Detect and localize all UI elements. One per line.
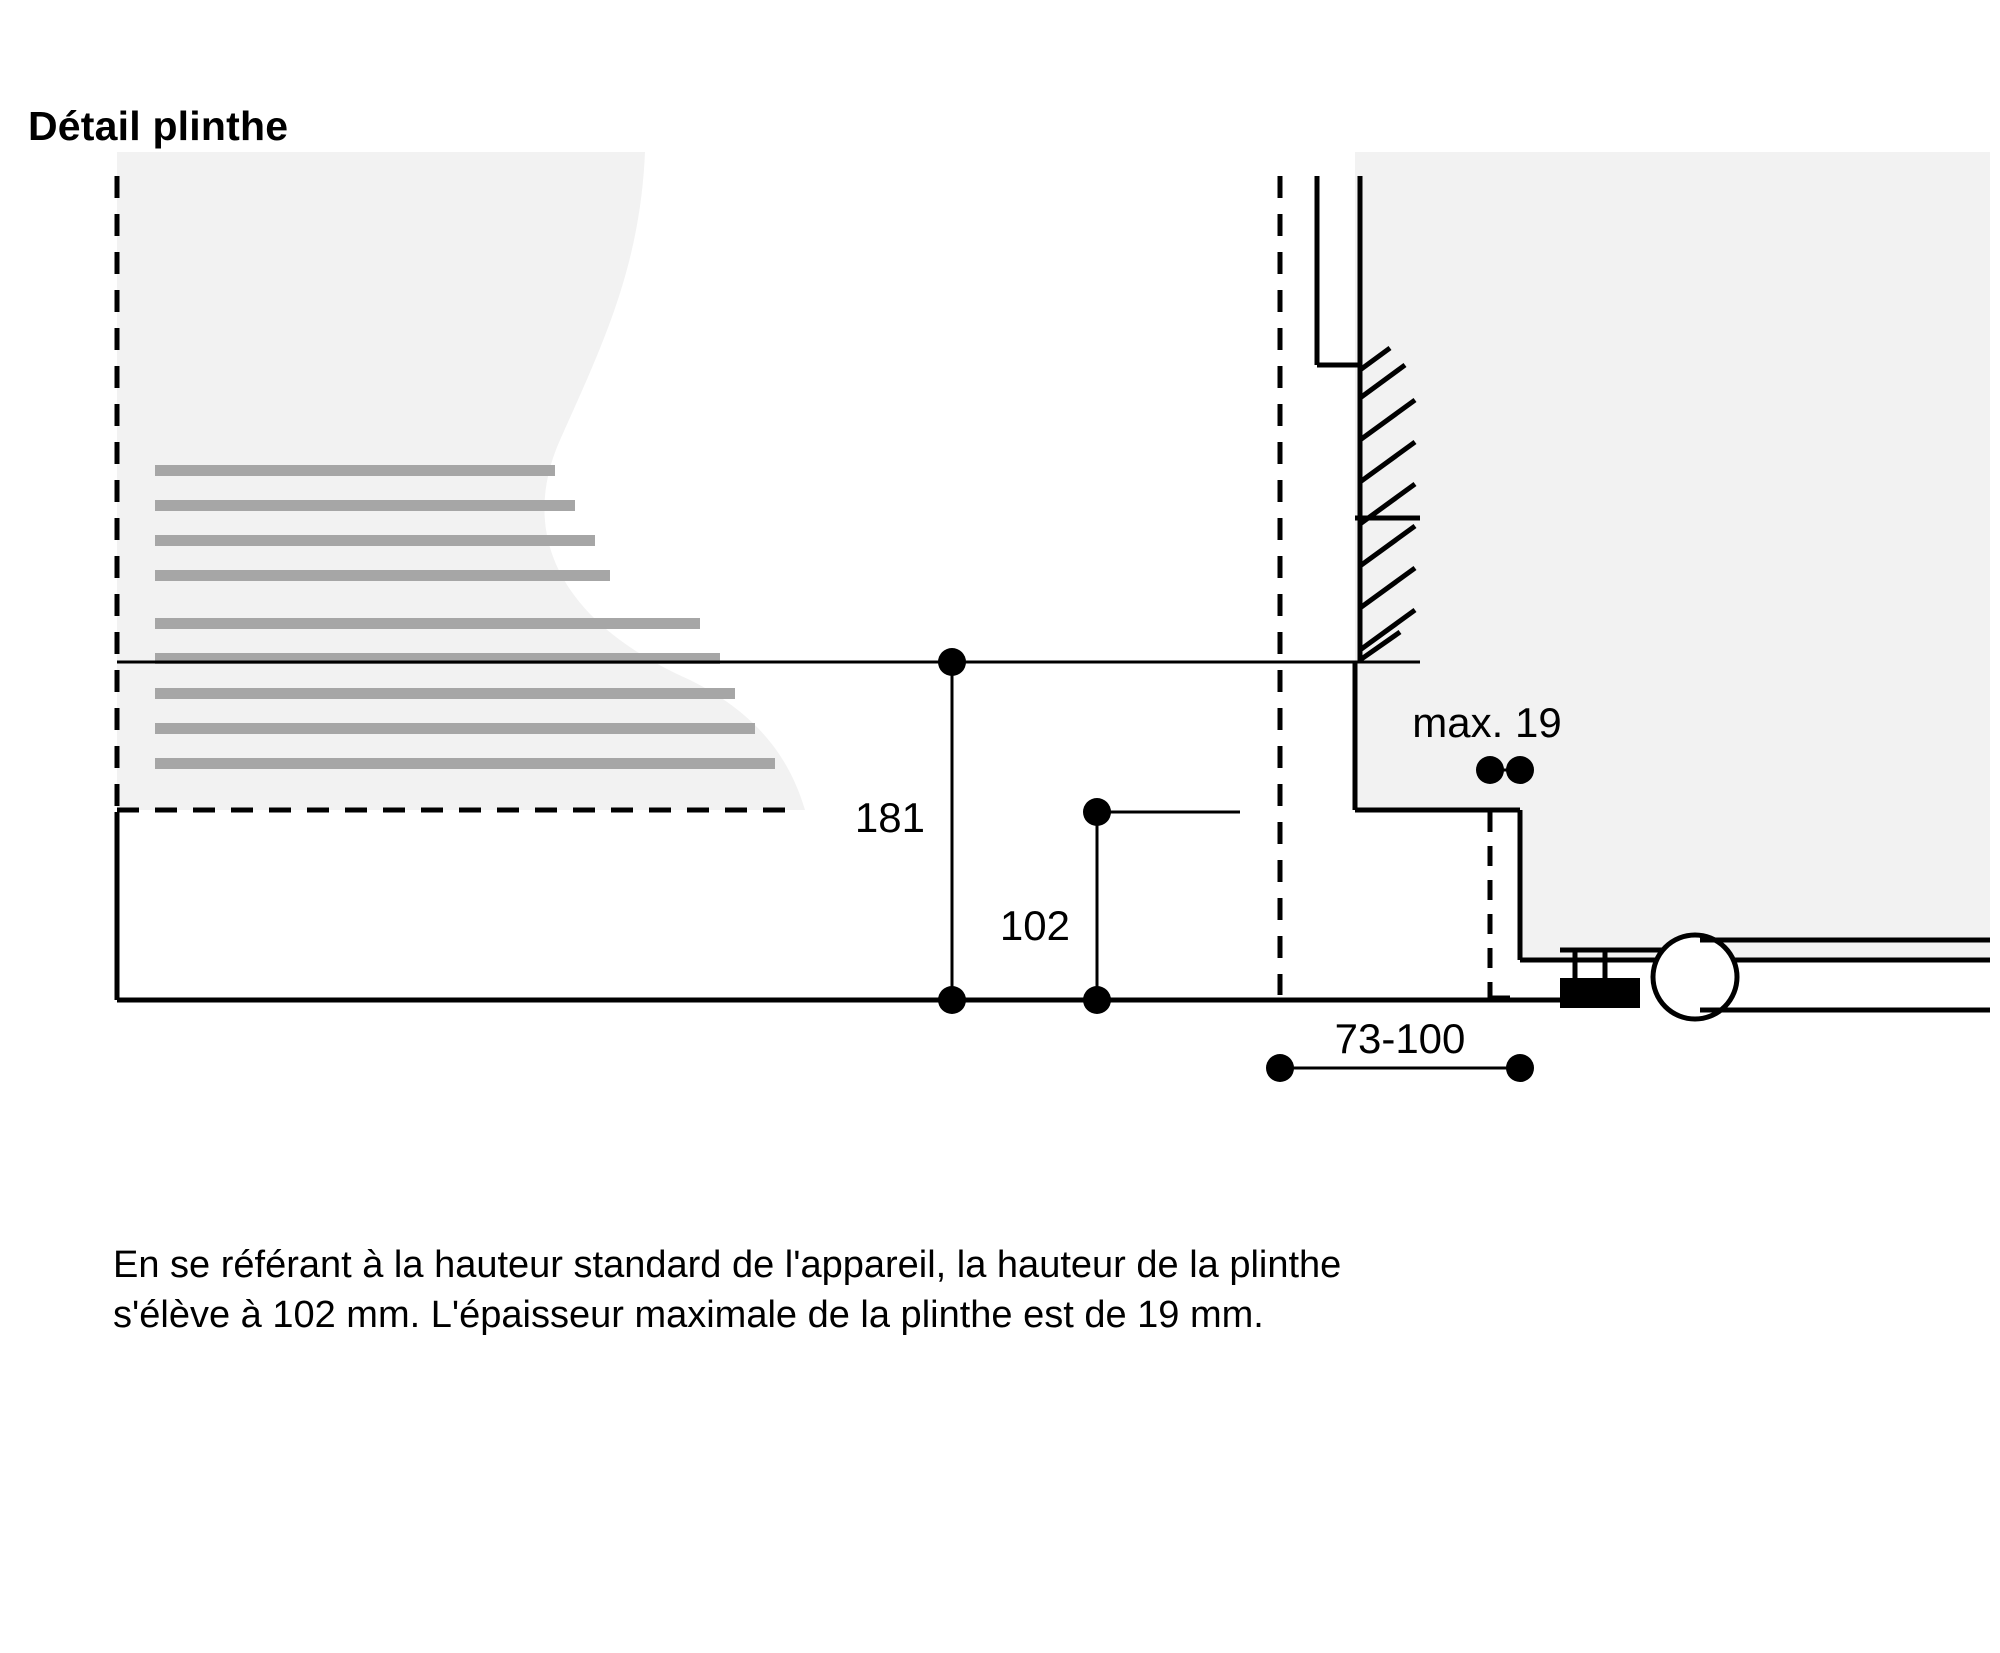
caption-line-2: s'élève à 102 mm. L'épaisseur maximale de la plinthe est de 19 mm.	[113, 1294, 1264, 1337]
plinth-outline	[117, 812, 1560, 1000]
caption-text	[113, 1240, 1903, 1340]
wall-front-line	[1317, 176, 1360, 662]
dimension-73-100-label: 73-100	[1334, 1015, 1466, 1062]
dimension-73-100	[1266, 1015, 1534, 1082]
dimension-102-label: 102	[999, 902, 1070, 949]
plinth-dashed-right	[1490, 812, 1520, 998]
dimension-181-label: 181	[854, 794, 925, 841]
dimension-max-19-label: max. 19	[1412, 699, 1562, 746]
caption-line-1: En se référant à la hauteur standard de l'appareil, la hauteur de la plinthe	[113, 1244, 1342, 1286]
dimension-102	[1000, 798, 1240, 1014]
page-title: Détail plinthe	[28, 103, 289, 149]
cabinet-right-body	[1355, 152, 1990, 960]
plinth-detail-drawing	[0, 150, 2000, 1210]
appliance-left-body	[117, 152, 805, 810]
dimension-181	[855, 648, 966, 1014]
